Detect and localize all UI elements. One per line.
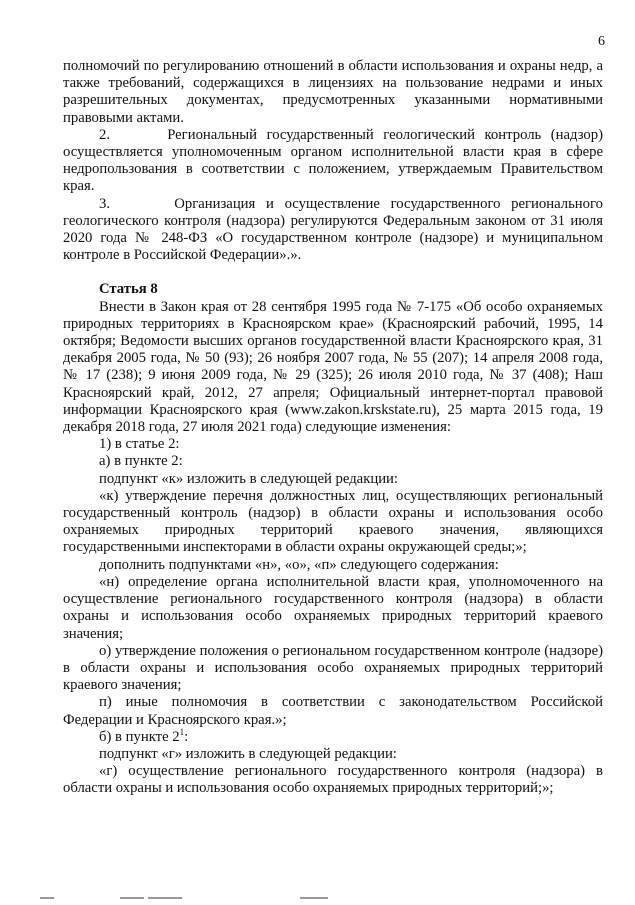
paragraph: «к) утверждение перечня должностных лиц, осуществляющих региональный государственный контроль (надзор) в области охраны и использования особо охраняемых природных территорий краевого значения, являющихся государственными инспекторами в области охраны окружающей среды;»; <box>63 487 603 556</box>
paragraph: дополнить подпунктами «н», «о», «п» следующего содержания: <box>99 556 499 573</box>
b-point-suffix: : <box>184 728 189 745</box>
superscript: 1 <box>179 726 185 737</box>
closing-paragraphs <box>63 746 603 798</box>
paragraph: о) утверждение положения о региональном государственном контроле (надзоре) в области охраны и использования особо охраняемых природных территорий краевого значения; <box>63 642 603 694</box>
paragraph: «г) осуществление регионального государственного контроля (надзора) в области охраны и использования особо охраняемых природных территорий;»; <box>63 763 603 797</box>
b-point-prefix: б) в пункте 2 <box>99 728 180 745</box>
paragraph: подпункт «к» изложить в следующей редакции: <box>99 470 398 487</box>
paragraph: п) иные полномочия в соответствии с законодательством Российской Федерации и Красноярского края.»; <box>63 694 603 728</box>
paragraph: 1) в статье 2: <box>99 436 180 453</box>
document-body <box>63 58 603 798</box>
paragraph: 3. Организация и осуществление государственного регионального геологического контроля (надзора) регулируются Федеральным законом от 31 июля 2020 года № 248-ФЗ «О государственном контроле (надзоре) и муниципальном контроле в Российской Федерации».». <box>63 195 603 264</box>
paragraph: «н) определение органа исполнительной власти края, уполномоченного на осуществление регионального государственного контроля (надзора) в области охраны и использования особо охраняемых природных территорий краевого значения; <box>63 573 603 642</box>
scan-artifacts <box>0 885 635 905</box>
page-number: 6 <box>598 34 605 49</box>
b-point-paragraph <box>63 726 603 746</box>
paragraph: подпункт «г» изложить в следующей редакции: <box>99 745 397 762</box>
intro-paragraphs <box>63 58 603 264</box>
paragraph: а) в пункте 2: <box>99 453 183 470</box>
paragraph: 2. Региональный государственный геологический контроль (надзор) осуществляется уполномоченным органом исполнительной власти края в сфере недропользования в соответствии с положением, утверждаемым Правительством края. <box>63 126 603 195</box>
article-heading: Статья 8 <box>99 281 158 298</box>
paragraph: Внести в Закон края от 28 сентября 1995 года № 7-175 «Об особо охраняемых природных территориях в Красноярском крае» (Красноярский рабочий, 1995, 14 октября; Ведомости высших органов государственной власти Красноярского края, 31 декабря 2005 года, № 50 (93); 26 ноября 2007 года, № 55 (207); 14 апреля 2008 года, № 17 (238); 9 июня 2009 года, № 29 (325); 26 июля 2010 года, № 37 (408); Наш Красноярский край, 2012, 27 апреля; Официальный интернет-портал правовой информации Красноярского края (www.zakon.krskstate.ru), 25 марта 2015 года, 19 декабря 2018 года, 27 июля 2021 года) следующие изменения: <box>63 298 603 436</box>
article-paragraphs <box>63 299 603 729</box>
paragraph: полномочий по регулированию отношений в области использования и охраны недр, а также требований, содержащихся в лицензиях на пользование недрами и иных разрешительных документах, предусмотренных указанными нормативными правовыми актами. <box>63 58 603 126</box>
